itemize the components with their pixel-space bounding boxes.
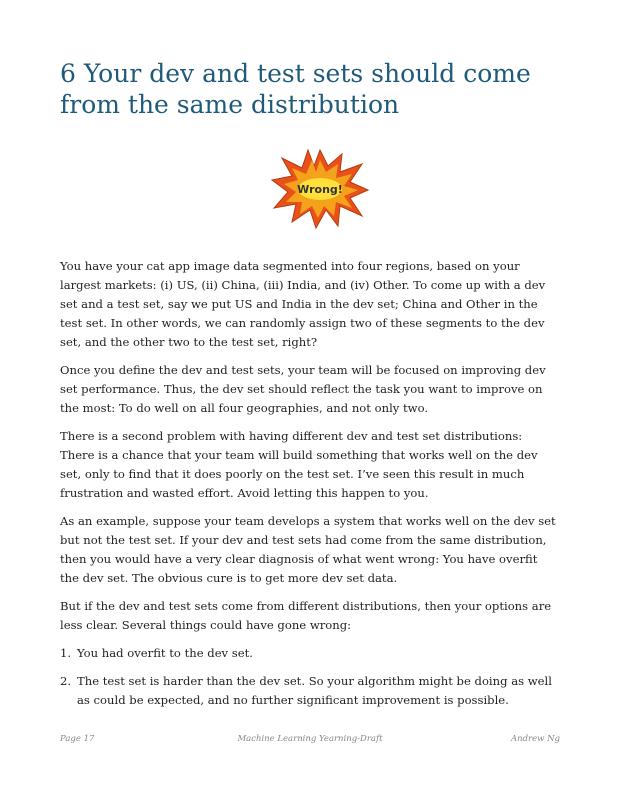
list-item-text: The test set is harder than the dev set. So your algorithm might be doing as well as could be expected, and no further significant improvement is possible.: [77, 674, 552, 707]
list-item: [60, 672, 560, 710]
author-name: Andrew Ng: [510, 734, 560, 744]
page-footer: [60, 734, 560, 748]
list-item-number: 2.: [60, 674, 72, 688]
list-item-number: 1.: [60, 646, 72, 660]
numbered-list: [60, 644, 560, 710]
paragraph: But if the dev and test sets come from different distributions, then your options are less clear. Several things could have gone wrong:: [60, 599, 552, 632]
paragraph: As an example, suppose your team develops a system that works well on the dev set but not the test set. If your dev and test sets had come from the same distribution, then you would have a very clear diagnosis of what went wrong: You have overfit the dev set. The obvious cure is to get more dev set data.: [60, 514, 556, 585]
body-text: [60, 257, 560, 719]
chapter-title: 6 Your dev and test sets should come from the same distribution: [60, 59, 531, 119]
book-title: Machine Learning Yearning-Draft: [237, 734, 383, 744]
paragraph: There is a second problem with having different dev and test set distributions: There is a chance that your team will build something that works well on the dev set, only to find that it does poorly on the test set. I’ve seen this result in much frustration and wasted effort. Avoid letting this happen to you.: [60, 429, 538, 500]
explosion-icon: [270, 148, 370, 230]
wrong-burst-illustration: [270, 148, 370, 230]
list-item-text: You had overfit to the dev set.: [77, 646, 253, 660]
paragraph: Once you define the dev and test sets, your team will be focused on improving dev set performance. Thus, the dev set should reflect the task you want to improve on the most: To do well on all four geographies, and not only two.: [60, 363, 546, 415]
wrong-label: Wrong!: [297, 183, 343, 196]
list-item: [60, 644, 560, 663]
paragraph: You have your cat app image data segmented into four regions, based on your largest markets: (i) US, (ii) China, (iii) India, and (iv) Other. To come up with a dev set and a test set, say we put US and India in the dev set; China and Other in the test set. In other words, we can randomly assign two of these segments to the dev set, and the other two to the test set, right?: [60, 259, 546, 349]
page-number: Page 17: [60, 734, 95, 744]
